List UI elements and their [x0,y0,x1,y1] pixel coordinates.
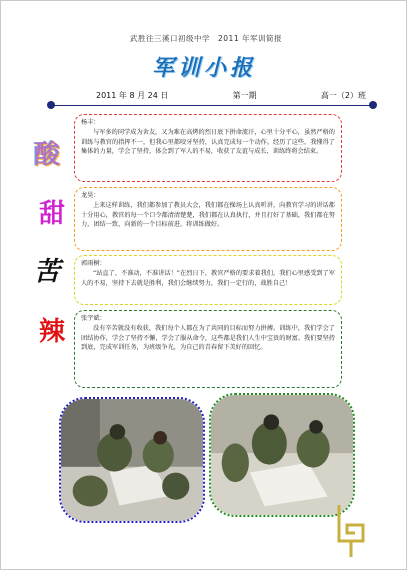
header-rule [51,105,373,106]
issue-date: 2011 年 8 月 24 日 [96,91,169,100]
masthead-title: 军训小报 [151,56,256,81]
training-photo-2 [209,393,355,517]
side-char-sour: 酸 [34,140,61,170]
essay-text: 上来这样训练，我们都参加了教员大会，我们都在操场上认真听讲，向教官学习的讲话都十分用心，教官的每一个口令都清清楚楚，我们都在认真执行，并且打好了基础，我们都在努力，团结一致，向新的一个目标前进，将训练做好。 [81,202,335,229]
essay-text: “站直了，不准动，不准讲话！”在烈日下，教官严格的要求着我们，我们心里感受到了军人的不易，坚持下去就是胜利，我们会继续努力，我们一定行的，战胜自己！ [81,270,335,287]
rule-dot-right [369,101,377,109]
essay-box-1 [74,114,342,182]
essay-text: 与军多的同学成为舍友，又为难在高烤的烈日底下拼命流汗，心里十分平心，虽然严格的训练与教官的指挥不一，但我心里都咬牙坚持，认真完成每一个动作。经历了这些，我懂得了集体的力量，学会了坚持，体会到了军人的不易，收获了友谊与成长，训练终将会结束。 [81,129,335,156]
essay-author: 杨丰： [81,119,100,126]
school-header: 武胜往三溪口初级中学 2011 年军训简报 [130,34,282,43]
essay-text: 没有辛苦就没有收获，我们每个人都在为了共同的目标而努力拼搏。训练中，我们学会了团结协作，学会了坚持不懈，学会了服从命令，这些都是我们人生中宝贵的财富。我们要坚持到底，完成军训任务，为班级争光，为自己的青春留下美好的回忆。 [81,325,335,352]
rule-dot-left [47,101,55,109]
issue-class: 高一（2）班 [320,91,366,100]
corner-ornament-icon [331,501,371,559]
issue-number: 第一期 [232,91,257,100]
side-char-spicy: 辣 [39,317,66,347]
essay-author: 郭雨桐： [81,260,106,267]
training-photo-1 [59,397,205,523]
essay-box-4 [74,310,342,388]
essay-author: 龙昊： [81,192,100,199]
side-char-bitter: 苦 [34,257,61,287]
essay-box-2 [74,187,342,251]
issue-info [96,90,366,101]
photo-soldiers-training-icon [211,395,353,515]
photo-soldiers-floor-icon [61,399,203,521]
side-char-sweet: 甜 [39,199,66,229]
essay-box-3 [74,255,342,305]
essay-author: 张宇斌： [81,315,106,322]
